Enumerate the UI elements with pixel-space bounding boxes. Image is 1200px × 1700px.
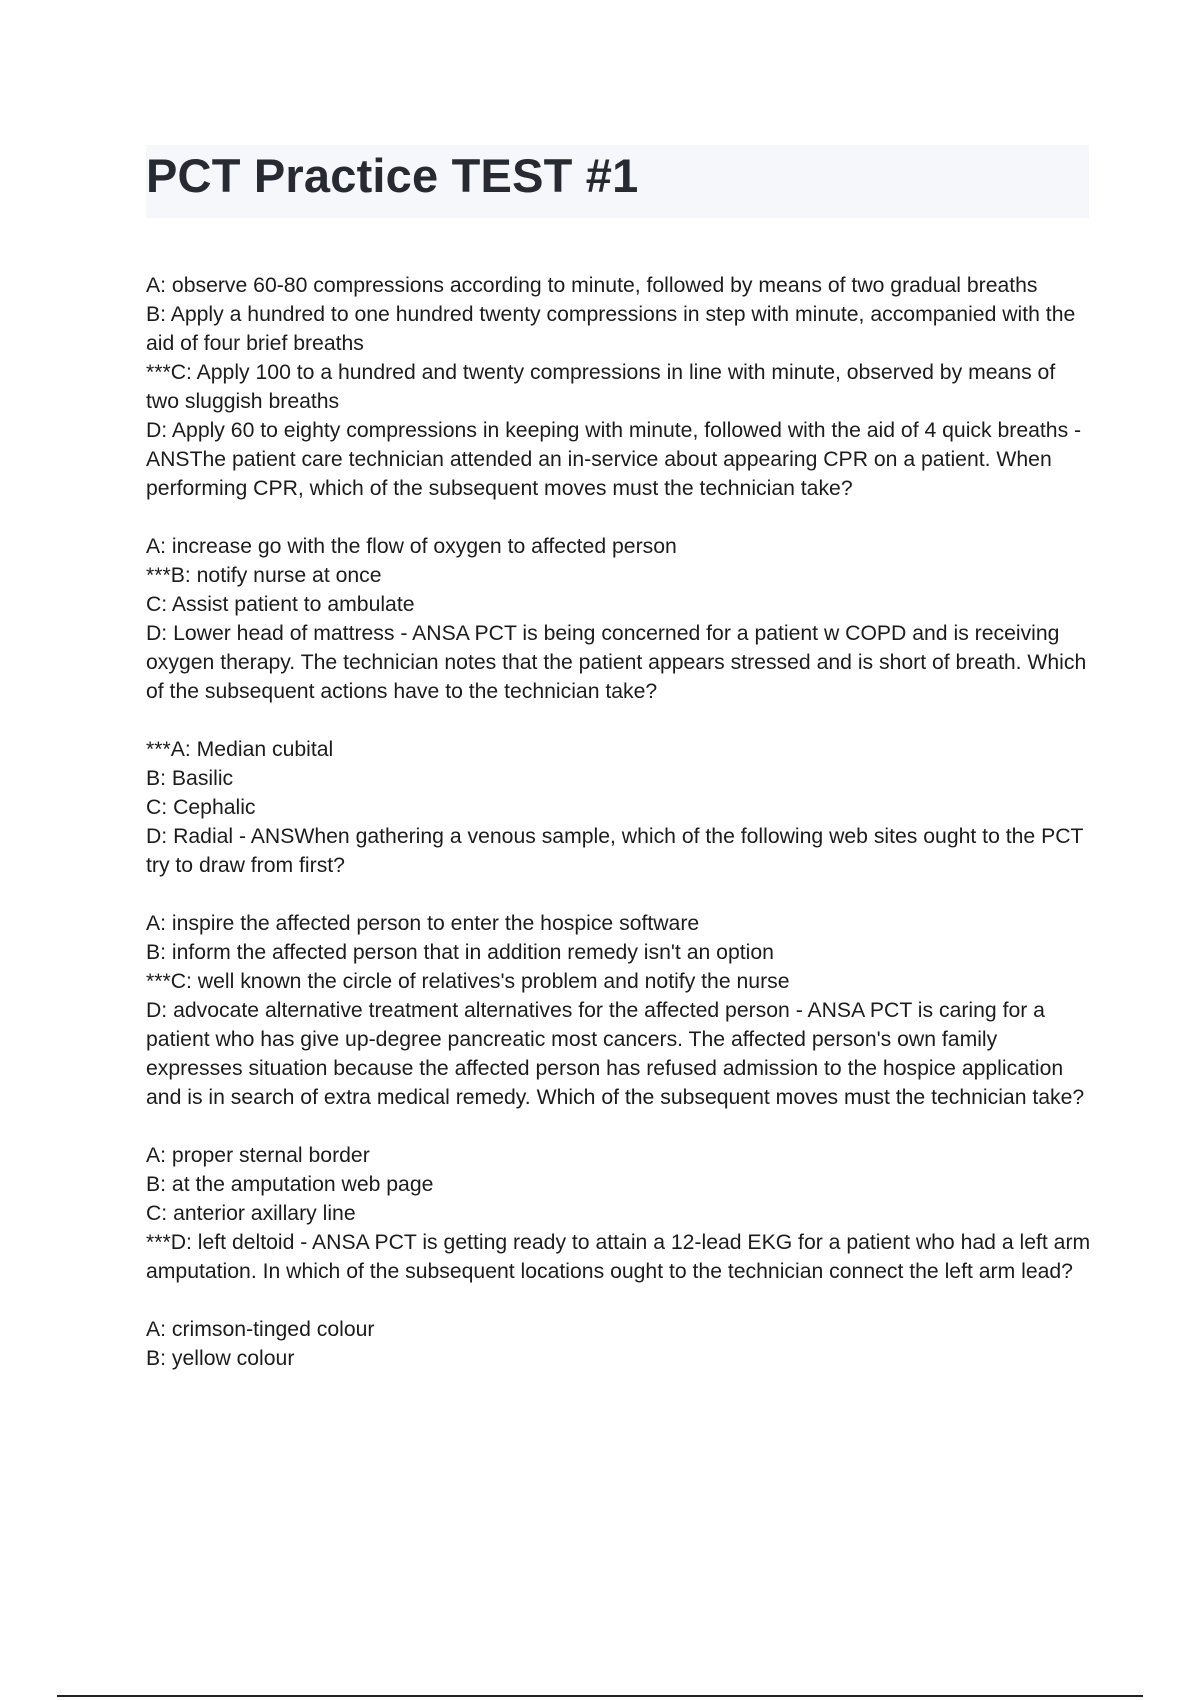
answer-option-with-question: D: Lower head of mattress - ANSA PCT is being concerned for a patient w COPD and is receiving oxygen therapy. The technician notes that the patient appears stressed and is short of breath. Which of the subsequent actions have to the technician take? [146,622,1087,703]
question-block-venous-sample [146,735,1094,880]
question-block-urine-color [146,1315,1094,1373]
answer-option-with-question: D: Radial - ANSWhen gathering a venous sample, which of the following web sites ought to the PCT try to draw from first? [146,825,1084,877]
answer-option: A: increase go with the flow of oxygen to affected person [146,535,677,558]
answer-option: B: at the amputation web page [146,1173,434,1196]
answer-option: B: Basilic [146,767,234,790]
footer-divider [57,1695,1143,1697]
answer-option: A: crimson-tinged colour [146,1318,375,1341]
question-block-copd [146,532,1094,706]
answer-option-with-question: D: advocate alternative treatment alternatives for the affected person - ANSA PCT is caring for a patient who has give up-degree pancreatic most cancers. The affected person's own family expresses situation because the affected person has refused admission to the hospice application and is in search of extra medical remedy. Which of the subsequent moves must the technician take? [146,999,1085,1109]
question-block-cpr [146,271,1094,503]
answer-option-with-question: D: Apply 60 to eighty compressions in keeping with minute, followed with the aid of 4 quick breaths - ANSThe patient care technician attended an in-service about appearing CPR on a patient. When performing CPR, which of the subsequent moves must the technician take? [146,419,1082,500]
answer-option-correct: ***C: Apply 100 to a hundred and twenty compressions in line with minute, observed by means of two sluggish breaths [146,361,1056,413]
answer-option: B: inform the affected person that in addition remedy isn't an option [146,941,774,964]
answer-option: A: observe 60-80 compressions according to minute, followed by means of two gradual breaths [146,274,1038,297]
title-band [146,145,1089,218]
answer-option: C: Assist patient to ambulate [146,593,415,616]
question-block-hospice [146,909,1094,1112]
answer-option: B: Apply a hundred to one hundred twenty compressions in step with minute, accompanied with the aid of four brief breaths [146,303,1076,355]
question-block-ekg [146,1141,1094,1286]
answer-option-correct: ***B: notify nurse at once [146,564,382,587]
answer-option-correct-with-question: ***D: left deltoid - ANSA PCT is getting ready to attain a 12-lead EKG for a patient who had a left arm amputation. In which of the subsequent locations ought to the technician connect the left arm lead? [146,1231,1091,1283]
answer-option-correct: ***A: Median cubital [146,738,334,761]
answer-option: C: Cephalic [146,796,256,819]
document-body [146,271,1094,1402]
page-title: PCT Practice TEST #1 [146,149,639,202]
answer-option-correct: ***C: well known the circle of relatives's problem and notify the nurse [146,970,790,993]
answer-option: C: anterior axillary line [146,1202,356,1225]
answer-option: A: inspire the affected person to enter the hospice software [146,912,700,935]
answer-option: B: yellow colour [146,1347,295,1370]
answer-option: A: proper sternal border [146,1144,370,1167]
